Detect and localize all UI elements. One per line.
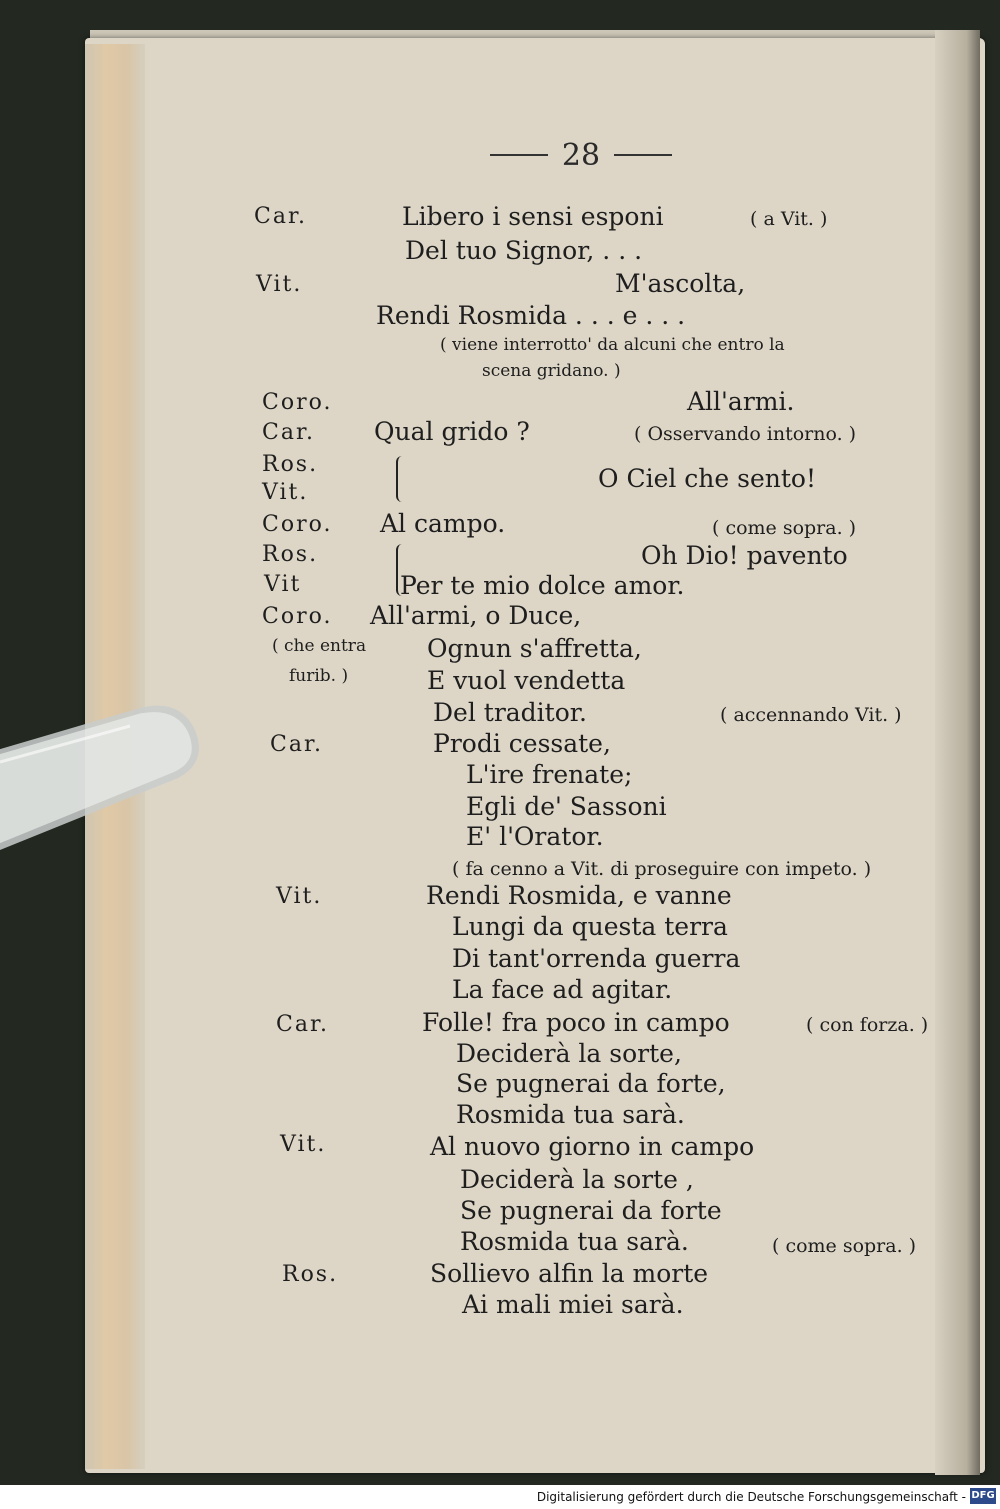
verse-line: All'armi. (687, 387, 795, 416)
verse-line: Lungi da questa terra (452, 912, 728, 941)
stage-direction: ( come sopra. ) (712, 517, 857, 539)
verse-line: Rosmida tua sarà. (456, 1100, 685, 1129)
verse-line: Al nuovo giorno in campo (430, 1132, 755, 1161)
folio-dash-left (490, 154, 548, 156)
verse-line: Rendi Rosmida . . . e . . . (376, 301, 686, 330)
stage-direction: ( a Vit. ) (750, 208, 828, 230)
speaker-label: Car. (262, 420, 316, 445)
stage-direction: ( che entra (272, 636, 367, 656)
verse-line: Per te mio dolce amor. (400, 571, 685, 600)
verse-line: M'ascolta, (615, 269, 746, 298)
speaker-label: Car. (276, 1012, 330, 1037)
verse-line: Libero i sensi esponi (402, 202, 664, 231)
speaker-label: Coro. (262, 604, 333, 629)
stage-direction: ( accennando Vit. ) (720, 704, 902, 726)
verse-line: Sollievo alfin la morte (430, 1259, 709, 1288)
verse-line: E vuol vendetta (427, 666, 626, 695)
stage-direction: scena gridano. ) (482, 361, 621, 381)
verse-line: Egli de' Sassoni (466, 792, 667, 821)
verse-line: Deciderà la sorte, (456, 1039, 682, 1068)
stage-direction: ( come sopra. ) (772, 1235, 917, 1257)
verse-line: Se pugnerai da forte, (456, 1069, 726, 1098)
verse-line: Folle! fra poco in campo (422, 1008, 730, 1037)
folio-number: 28 (561, 137, 601, 173)
stage-direction: ( fa cenno a Vit. di proseguire con impeto. ) (452, 858, 872, 880)
speaker-label: Vit. (280, 1132, 327, 1157)
stage-direction: ( con forza. ) (806, 1014, 929, 1036)
folio-dash-right (614, 154, 672, 156)
speaker-label: Vit (264, 572, 302, 597)
speaker-label: Vit. (256, 272, 303, 297)
verse-line: Qual grido ? (374, 417, 530, 446)
verse-line: Del tuo Signor, . . . (405, 236, 643, 265)
verse-line: All'armi, o Duce, (370, 601, 582, 630)
verse-line: Ai mali miei sarà. (462, 1290, 684, 1319)
verse-line: Rosmida tua sarà. (460, 1227, 689, 1256)
speaker-label: Ros. (262, 452, 319, 477)
verse-line: L'ire frenate; (466, 760, 633, 789)
verse-line: Se pugnerai da forte (460, 1196, 722, 1225)
funding-credit: Digitalisierung gefördert durch die Deutsche Forschungsgemeinschaft - (536, 1490, 966, 1504)
speaker-label: Coro. (262, 390, 333, 415)
speaker-label: Car. (254, 204, 308, 229)
verse-line: E' l'Orator. (466, 822, 604, 851)
stage-direction: ( Osservando intorno. ) (634, 423, 857, 445)
verse-line: Di tant'orrenda guerra (452, 944, 741, 973)
verse-line: Ognun s'affretta, (427, 634, 642, 663)
speaker-label: Ros. (262, 542, 319, 567)
page-holder-clip (0, 700, 210, 860)
speaker-label: Ros. (282, 1262, 339, 1287)
speaker-label: Coro. (262, 512, 333, 537)
verse-line: Del traditor. (433, 698, 587, 727)
speaker-label: Vit. (262, 480, 309, 505)
verse-line: Prodi cessate, (433, 729, 611, 758)
verse-line: Rendi Rosmida, e vanne (426, 881, 732, 910)
verse-line: Deciderà la sorte , (460, 1165, 694, 1194)
page-number (466, 136, 696, 176)
page-fore-edge (935, 30, 980, 1475)
speaker-label: Car. (270, 732, 324, 757)
verse-line: O Ciel che sento! (598, 464, 817, 493)
dfg-logo: DFG (970, 1488, 996, 1504)
stage-direction: ( viene interrotto' da alcuni che entro la (440, 335, 785, 355)
verse-line: Al campo. (380, 509, 506, 538)
speaker-brace (396, 456, 406, 502)
verse-line: Oh Dio! pavento (641, 541, 848, 570)
stage-direction: furib. ) (289, 666, 349, 686)
verse-line: La face ad agitar. (452, 975, 673, 1004)
speaker-label: Vit. (276, 884, 323, 909)
